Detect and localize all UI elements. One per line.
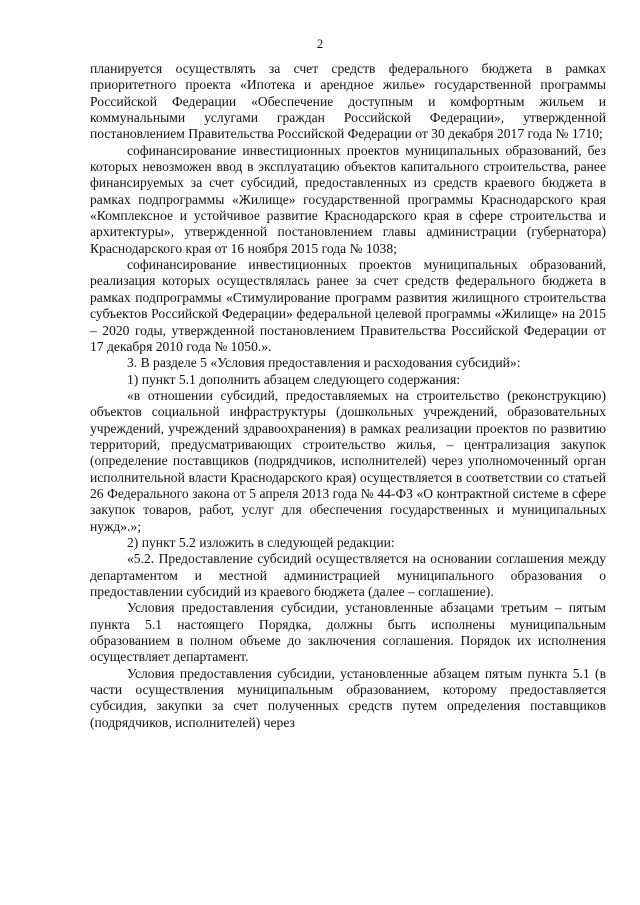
paragraph: Условия предоставления субсидии, установленные абзацами третьим – пятым пункта 5.1 настоящего Порядка, должны быть исполнены муниципальным образованием в полном объеме до заключения соглашения. Порядок их исполнения осуществляет департамент.: [90, 600, 606, 665]
paragraph: софинансирование инвестиционных проектов муниципальных образований, без которых невозможен ввод в эксплуатацию объектов капитального строительства, ранее финансируемых за счет субсидий, предоставленных из средств краевого бюджета в рамках подпрограммы «Жилище» государственной программы Краснодарского края «Комплексное и устойчивое развитие Краснодарского края в сфере строительства и архитектуры», утвержденной постановлением главы администрации (губернатора) Краснодарского края от 16 ноября 2015 года № 1038;: [90, 142, 606, 256]
paragraph: Условия предоставления субсидии, установленные абзацем пятым пункта 5.1 (в части осуществления муниципальным образованием, которому предоставляется субсидия, закупки за счет полученных средств путем определения поставщиков (подрядчиков, исполнителей) через: [90, 665, 606, 730]
paragraph: «в отношении субсидий, предоставляемых на строительство (реконструкцию) объектов социальной инфраструктуры (дошкольных учреждений, образовательных учреждений, учреждений здравоохранения) в рамках реализации проектов по развитию территорий, предусматривающих строительство жилья, – централизация закупок (определение поставщиков (подрядчиков, исполнителей) через уполномоченный орган исполнительной власти Краснодарского края) осуществляется в соответствии со статьей 26 Федерального закона от 5 апреля 2013 года № 44-ФЗ «О контрактной системе в сфере закупок товаров, работ, услуг для обеспечения государственных и муниципальных нужд».»;: [90, 387, 606, 534]
paragraph: софинансирование инвестиционных проектов муниципальных образований, реализация которых осуществлялась ранее за счет средств федерального бюджета в рамках подпрограммы «Стимулирование программ развития жилищного строительства субъектов Российской Федерации» федеральной целевой программы «Жилище» на 2015 – 2020 годы, утвержденной постановлением Правительства Российской Федерации от 17 декабря 2010 года № 1050.».: [90, 257, 606, 354]
paragraph: «5.2. Предоставление субсидий осуществляется на основании соглашения между департаментом и местной администрацией муниципального образования о предоставлении субсидий из краевого бюджета (далее – соглашение).: [90, 551, 606, 599]
page-number: 2: [316, 36, 324, 51]
paragraph: 1) пункт 5.1 дополнить абзацем следующего содержания:: [127, 371, 461, 387]
paragraph: 3. В разделе 5 «Условия предоставления и расходования субсидий»:: [127, 355, 521, 371]
document-body: [90, 61, 606, 731]
paragraph: 2) пункт 5.2 изложить в следующей редакции:: [127, 534, 395, 550]
paragraph: планируется осуществлять за счет средств федерального бюджета в рамках приоритетного проекта «Ипотека и арендное жилье» государственной программы Российской Федерации «Обеспечение доступным и комфортным жильем и коммунальными услугами граждан Российской Федерации», утвержденной постановлением Правительства Российской Федерации от 30 декабря 2017 года № 1710;: [90, 61, 606, 142]
